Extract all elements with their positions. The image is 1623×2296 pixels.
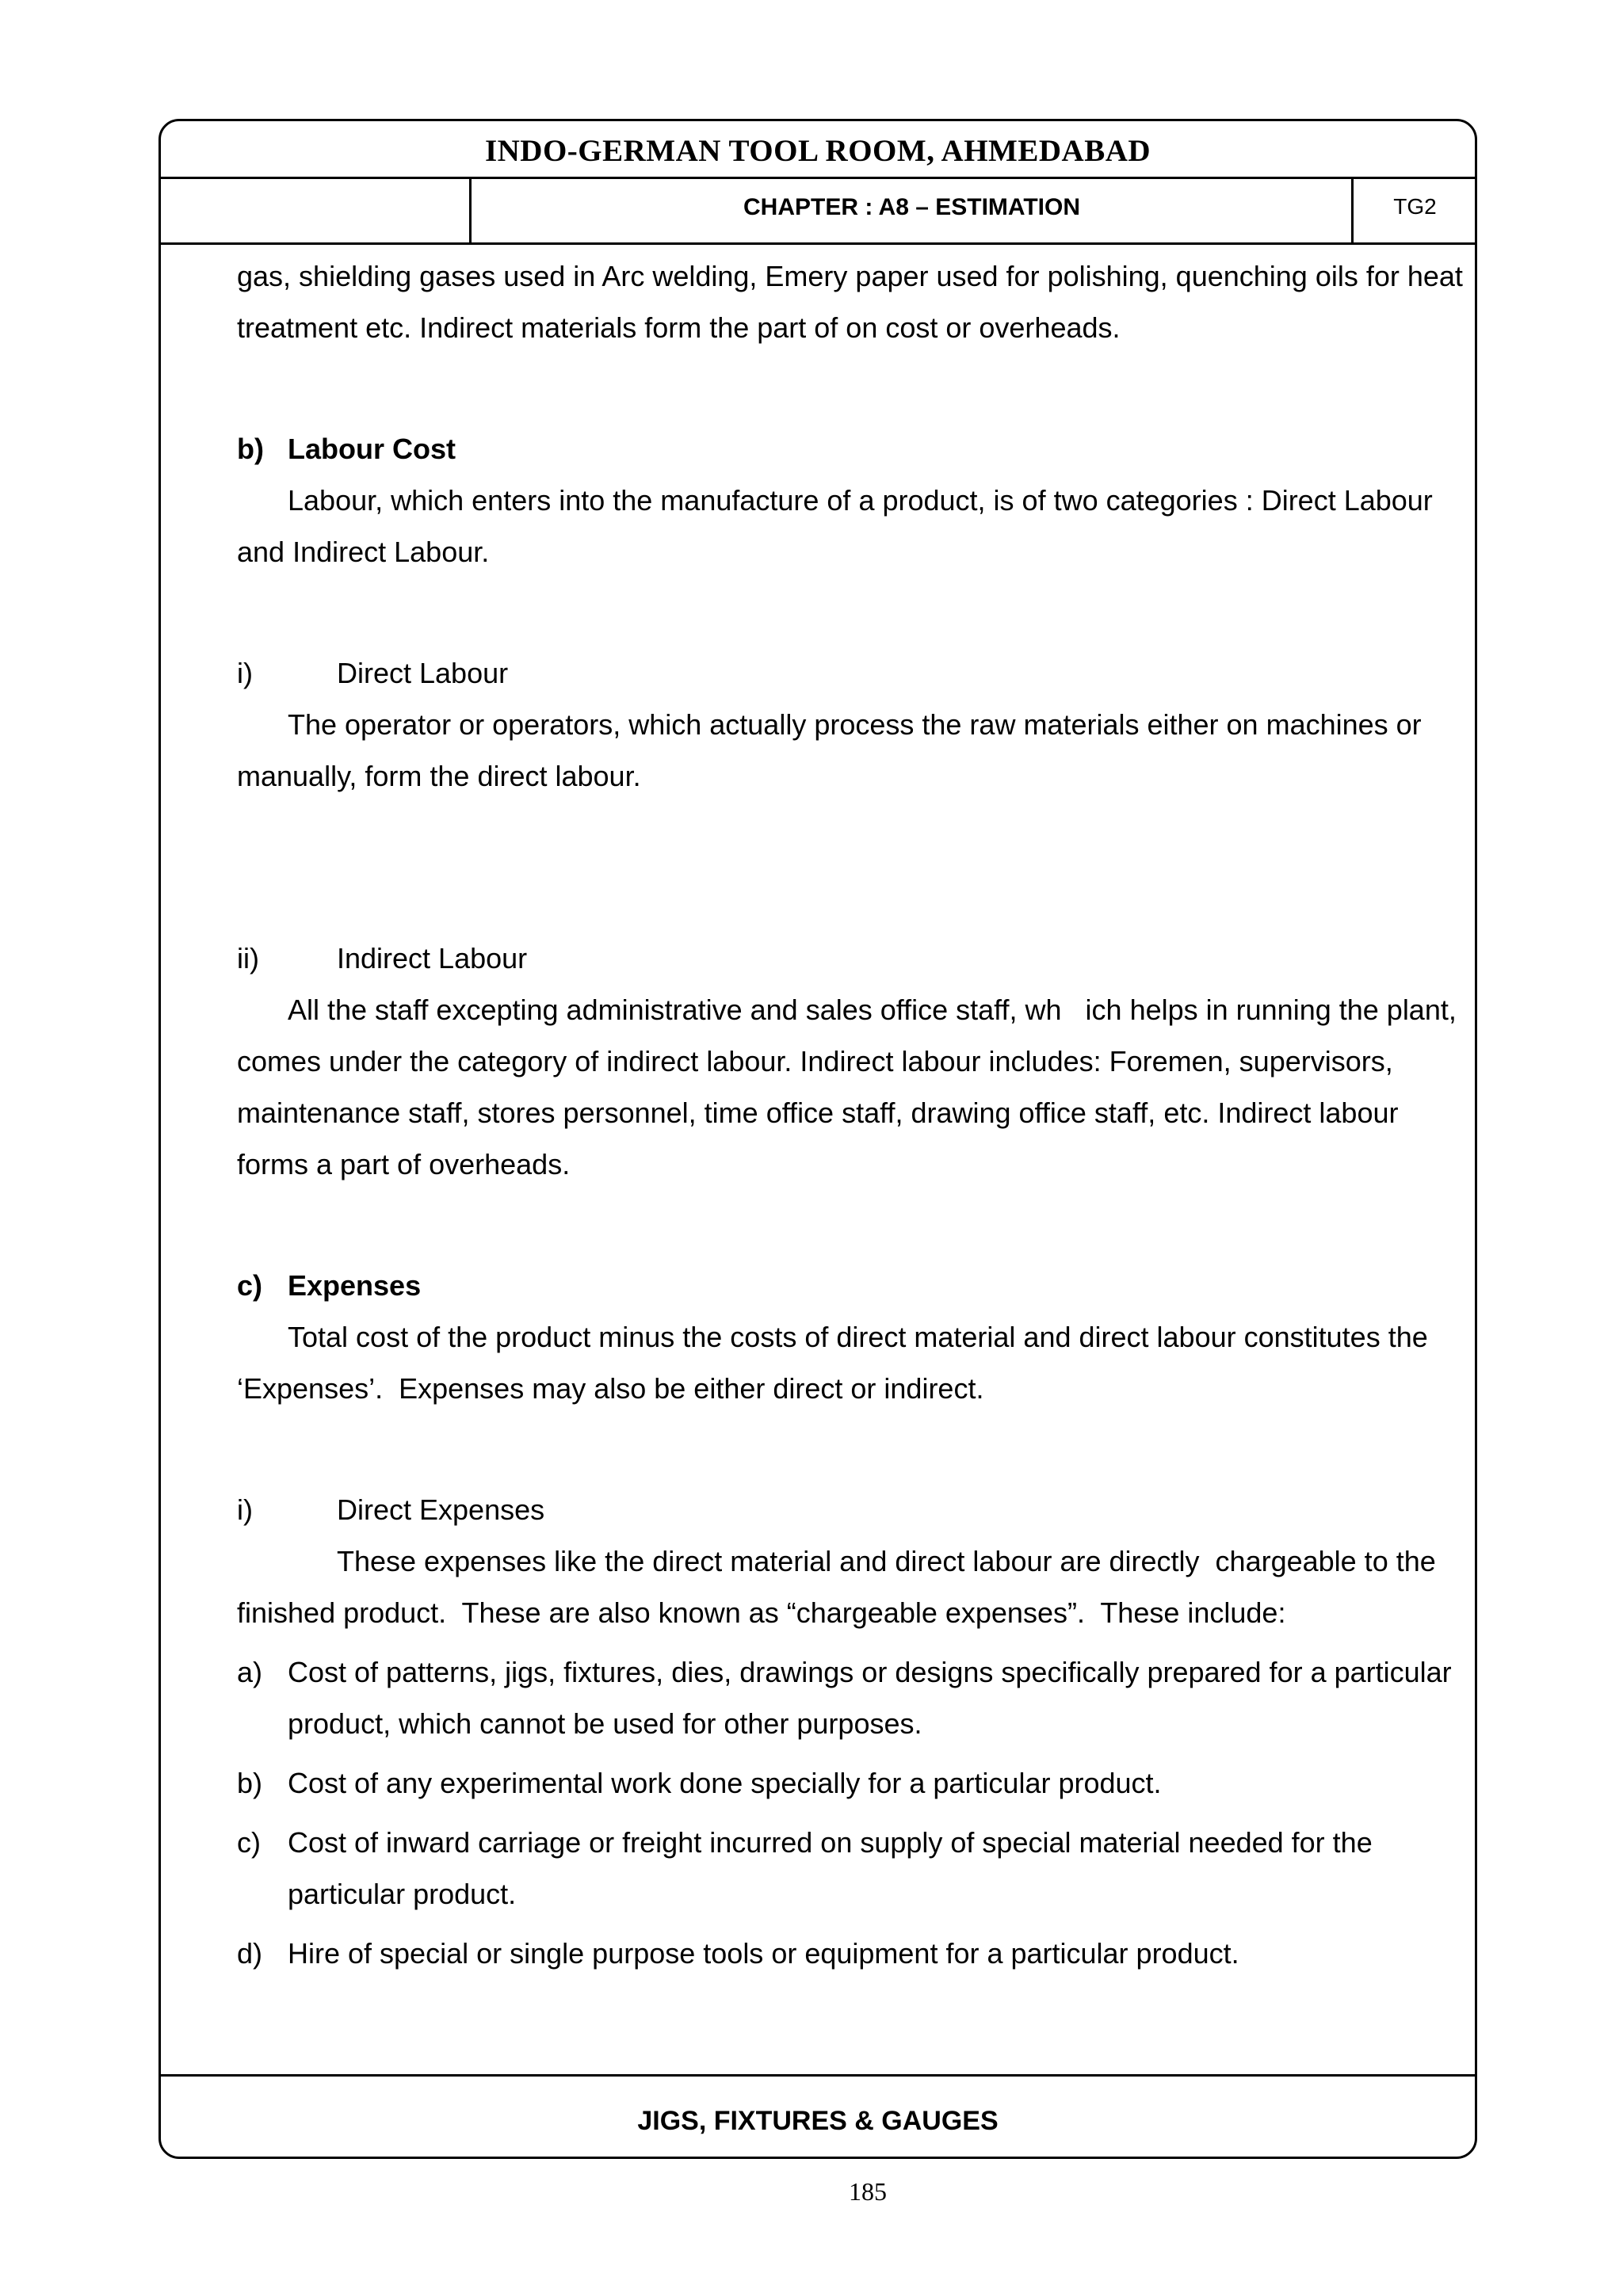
direct-expenses-heading	[237, 1484, 1473, 1535]
subsection-marker: i)	[237, 1493, 253, 1526]
subsection-title: Direct Expenses	[337, 1493, 545, 1526]
direct-expenses-paragraph: These expenses like the direct material and direct labour are directly chargeable to the finished product. These are also known as “chargeable expenses”. These include:	[237, 1545, 1444, 1629]
list-item	[237, 1928, 1473, 1979]
list-item-text: Hire of special or single purpose tools or equipment for a particular product.	[288, 1937, 1239, 1970]
content-top-divider	[158, 242, 1477, 245]
document-code: TG2	[1393, 194, 1437, 219]
list-item	[237, 1757, 1473, 1809]
intro-paragraph: gas, shielding gases used in Arc welding, Emery paper used for polishing, quenching oils for heat treatment etc. Indirect materials form the part of on cost or overheads.	[237, 260, 1463, 344]
list-item-marker: d)	[237, 1937, 263, 1970]
header-divider	[158, 177, 1477, 179]
subsection-title: Indirect Labour	[337, 942, 528, 974]
list-item-text: Cost of patterns, jigs, fixtures, dies, drawings or designs specifically prepared for a particular product, which cannot be used for other purposes.	[288, 1656, 1452, 1740]
organization-title: INDO-GERMAN TOOL ROOM, AHMEDABAD	[484, 134, 1151, 168]
indirect-labour-paragraph: All the staff excepting administrative and sales office staff, wh ich helps in running the plant, comes under the category of indirect labour. Indirect labour includes: Foremen, supervisors, maintenance staff, stores personnel, time office staff, drawing office staff, etc. Indirect labour forms a part of overheads.	[237, 994, 1465, 1180]
list-item	[237, 1817, 1473, 1920]
indirect-labour-heading	[237, 933, 1473, 984]
section-marker: c)	[237, 1269, 263, 1302]
list-item-marker: a)	[237, 1656, 263, 1688]
section-title: Expenses	[288, 1269, 422, 1302]
page-number: 185	[849, 2177, 887, 2206]
subsection-marker: ii)	[237, 942, 259, 974]
direct-labour-paragraph: The operator or operators, which actually process the raw materials either on machines or manually, form the direct labour.	[237, 708, 1422, 792]
list-item	[237, 1646, 1473, 1749]
footer-title: JIGS, FIXTURES & GAUGES	[637, 2106, 999, 2136]
expenses-heading	[237, 1260, 1473, 1311]
labour-cost-heading	[237, 423, 1473, 475]
section-marker: b)	[237, 433, 264, 465]
subsection-title: Direct Labour	[337, 657, 509, 689]
list-item-text: Cost of any experimental work done specially for a particular product.	[288, 1767, 1162, 1799]
expenses-paragraph: Total cost of the product minus the costs of direct material and direct labour constitutes the ‘Expenses’. Expenses may also be either direct or indirect.	[237, 1321, 1436, 1405]
chapter-title: CHAPTER : A8 – ESTIMATION	[743, 194, 1081, 220]
list-item-marker: c)	[237, 1826, 261, 1859]
footer-divider	[158, 2074, 1477, 2077]
direct-labour-heading	[237, 647, 1473, 699]
labour-cost-paragraph: Labour, which enters into the manufacture of a product, is of two categories : Direct Labour and Indirect Labour.	[237, 484, 1433, 568]
page-content	[237, 250, 1473, 1979]
section-title: Labour Cost	[288, 433, 456, 465]
list-item-text: Cost of inward carriage or freight incurred on supply of special material needed for the particular product.	[288, 1826, 1373, 1910]
list-item-marker: b)	[237, 1767, 263, 1799]
subsection-marker: i)	[237, 657, 253, 689]
